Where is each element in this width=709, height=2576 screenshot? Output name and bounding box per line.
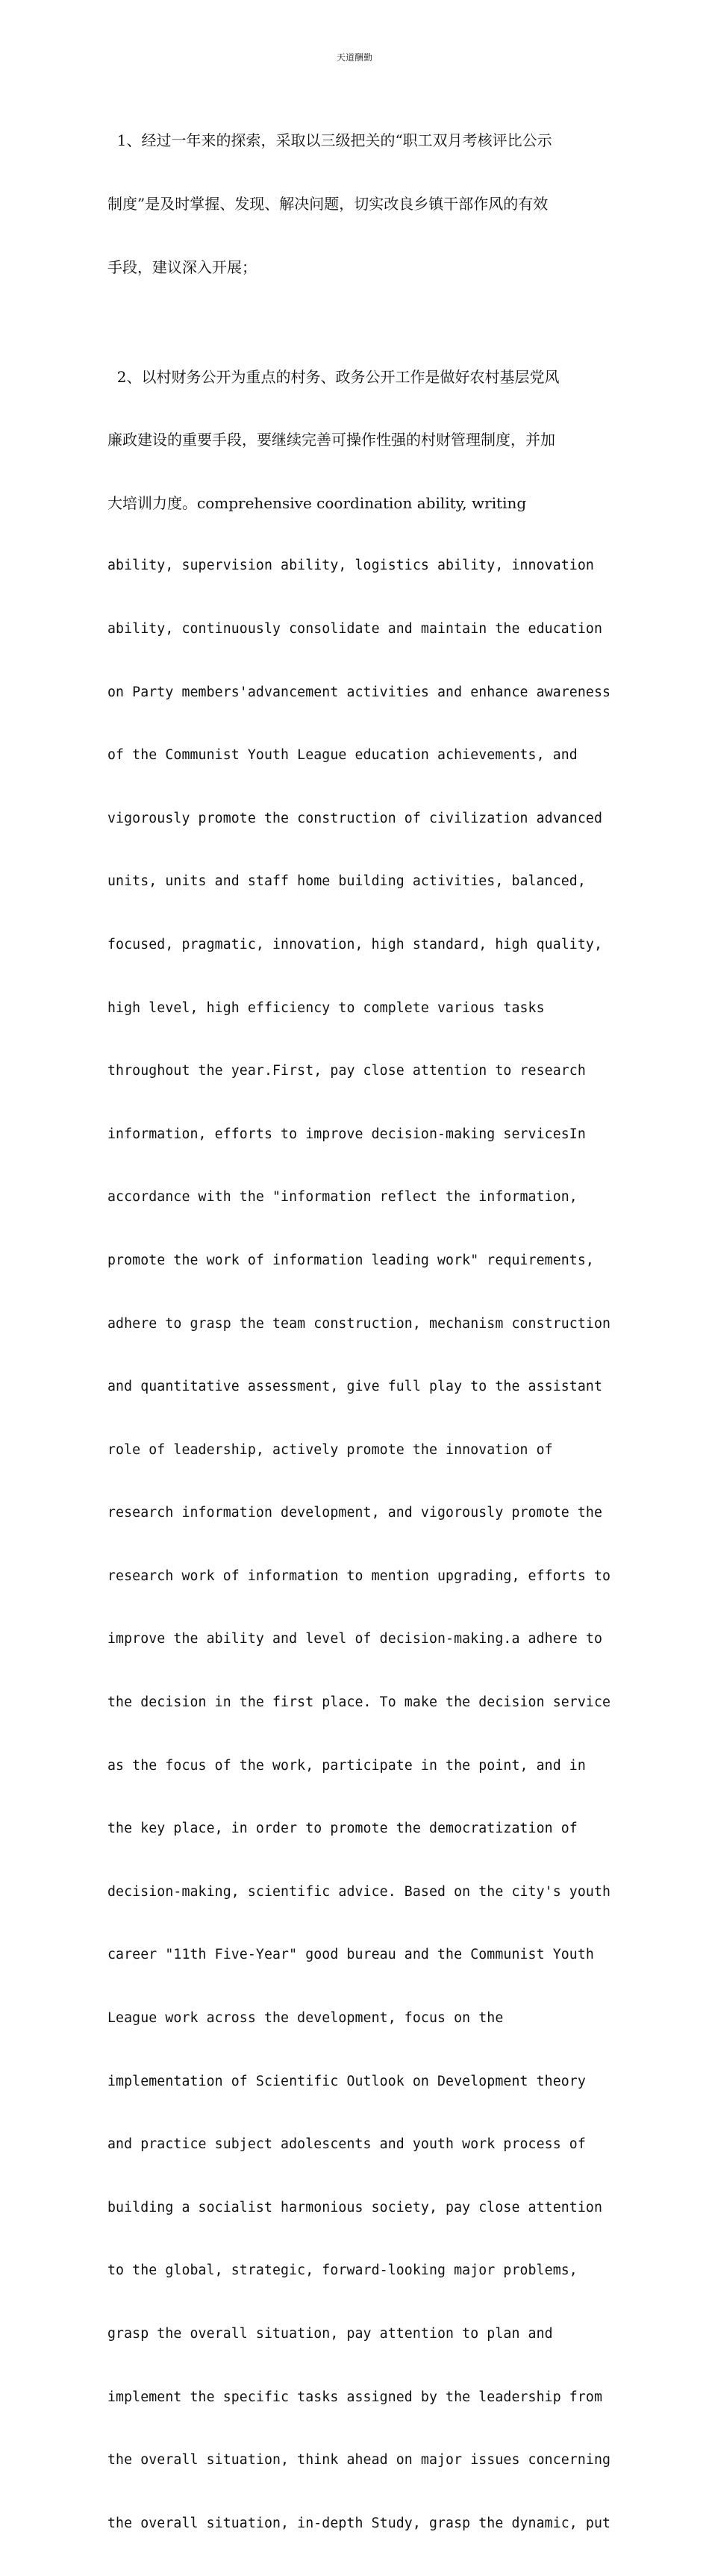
- paragraph-line: units, units and staff home building activities, balanced,: [107, 873, 586, 890]
- paragraph-line: 制度”是及时掌握、发现、解决问题，切实改良乡镇干部作风的有效: [107, 195, 549, 213]
- paragraph-line: role of leadership, actively promote the innovation of: [107, 1441, 553, 1458]
- paragraph-line: as the focus of the work, participate in the point, and in: [107, 1757, 586, 1774]
- paragraph-line: promote the work of information leading work" requirements,: [107, 1252, 594, 1268]
- page-header: 天道酬勤: [336, 52, 372, 63]
- paragraph-2: [107, 324, 611, 2576]
- paragraph-line: on Party members'advancement activities and enhance awareness: [107, 684, 611, 700]
- paragraph-line: 1、经过一年来的探索，采取以三级把关的“职工双月考核评比公示: [107, 131, 552, 150]
- paragraph-line: and practice subject adolescents and youth work process of: [107, 2136, 586, 2153]
- paragraph-line: the decision in the first place. To make the decision service: [107, 1694, 611, 1711]
- paragraph-line: of the Communist Youth League education achievements, and: [107, 747, 578, 764]
- paragraph-line: adhere to grasp the team construction, mechanism construction: [107, 1315, 611, 1332]
- paragraph-line: focused, pragmatic, innovation, high standard, high quality,: [107, 936, 602, 952]
- paragraph-line: the overall situation, think ahead on major issues concerning: [107, 2452, 611, 2469]
- document-body: [107, 88, 611, 2576]
- paragraph-line: research work of information to mention upgrading, efforts to: [107, 1568, 611, 1584]
- paragraph-line: decision-making, scientific advice. Based on the city's youth: [107, 1883, 611, 1900]
- paragraph-line: information, efforts to improve decision-making servicesIn: [107, 1126, 586, 1142]
- paragraph-line: to the global, strategic, forward-looking major problems,: [107, 2262, 578, 2279]
- paragraph-line: ability, supervision ability, logistics ability, innovation: [107, 558, 594, 574]
- paragraph-line: League work across the development, focus on the: [107, 2010, 504, 2027]
- paragraph-line: grasp the overall situation, pay attention to plan and: [107, 2326, 553, 2342]
- paragraph-line: ability, continuously consolidate and maintain the education: [107, 620, 602, 637]
- paragraph-line: and quantitative assessment, give full play to the assistant: [107, 1379, 602, 1395]
- paragraph-line: 手段，建议深入开展；: [107, 258, 257, 276]
- paragraph-line: improve the ability and level of decision-making.a adhere to: [107, 1631, 602, 1647]
- paragraph-line: implement the specific tasks assigned by the leadership from: [107, 2389, 602, 2405]
- paragraph-line: career "11th Five-Year" good bureau and the Communist Youth: [107, 1947, 594, 1963]
- paragraph-line: 2、以村财务公开为重点的村务、政务公开工作是做好农村基层党风: [107, 367, 560, 386]
- paragraph-line: vigorously promote the construction of civilization advanced: [107, 810, 602, 826]
- paragraph-line: building a socialist harmonious society, pay close attention: [107, 2199, 602, 2215]
- paragraph-line: the overall situation, in-depth Study, grasp the dynamic, put: [107, 2515, 611, 2531]
- paragraph-line: 廉政建设的重要手段，要继续完善可操作性强的村财管理制度，并加: [107, 431, 555, 449]
- paragraph-line: research information development, and vigorously promote the: [107, 1505, 602, 1521]
- paragraph-line: the key place, in order to promote the democratization of: [107, 1821, 578, 1837]
- paragraph-line: throughout the year.First, pay close attention to research: [107, 1063, 586, 1079]
- paragraph-line: high level, high efficiency to complete various tasks: [107, 999, 545, 1016]
- paragraph-line: accordance with the "information reflect the information,: [107, 1189, 578, 1206]
- paragraph-line: implementation of Scientific Outlook on Development theory: [107, 2073, 586, 2089]
- paragraph-line: 大培训力度。comprehensive coordination ability, writing: [107, 493, 527, 512]
- paragraph-1: [107, 88, 604, 319]
